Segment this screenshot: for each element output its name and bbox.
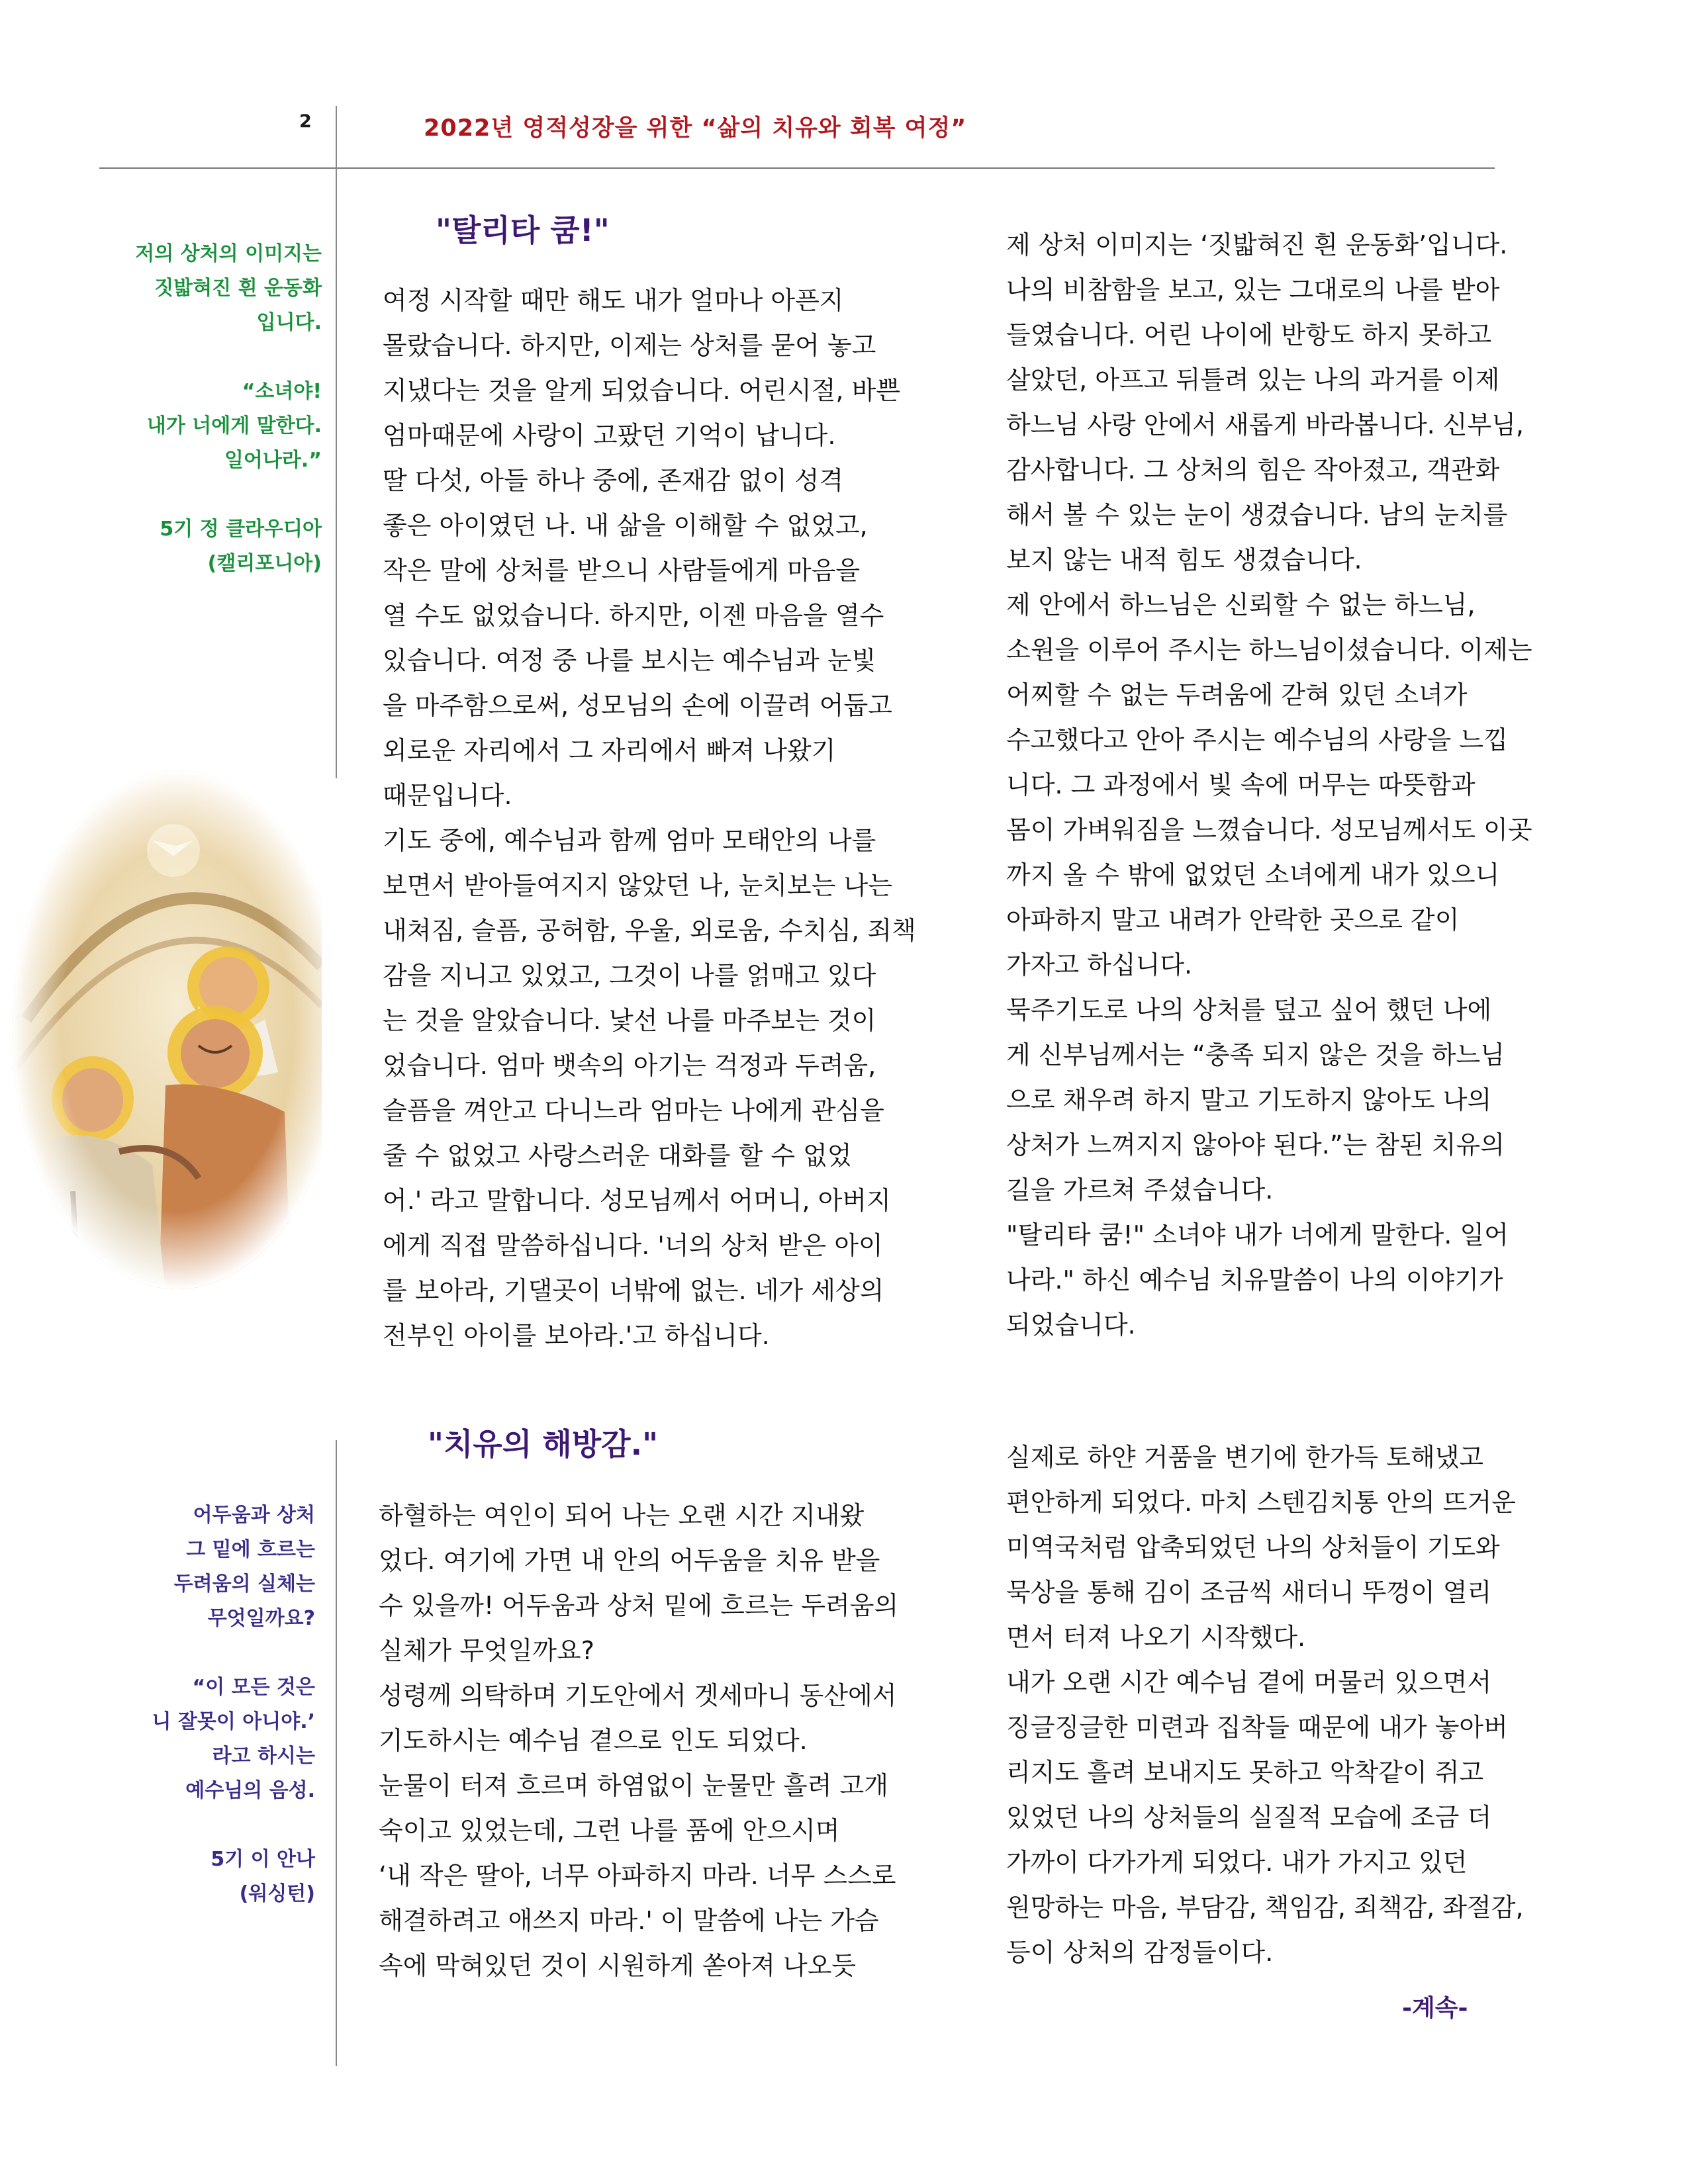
text-line: 살았던, 아프고 뒤틀려 있는 나의 과거를 이제 (1006, 365, 1500, 394)
text-line: 실체가 무엇일까요? (379, 1636, 594, 1665)
sidebar-line (30, 478, 322, 512)
text-line: 소원을 이루어 주시는 하느님이셨습니다. 이제는 (1006, 635, 1532, 664)
text-line: 는 것을 알았습니다. 낯선 나를 마주보는 것이 (383, 1006, 876, 1035)
sidebar-line: 두려움의 실체는 (173, 1572, 315, 1596)
text-line: 해서 볼 수 있는 눈이 생겼습니다. 남의 눈치를 (1006, 500, 1508, 529)
text-line: 여정 시작할 때만 해도 내가 얼마나 아픈지 (383, 286, 844, 315)
text-line: 가자고 하십니다. (1006, 950, 1193, 979)
continued-marker: -계속- (1402, 1995, 1468, 2022)
text-line: 묵주기도로 나의 상처를 덮고 싶어 했던 나에 (1006, 995, 1492, 1024)
text-line: 엄마때문에 사랑이 고팠던 기억이 납니다. (383, 421, 836, 450)
page-number: 2 (299, 111, 312, 132)
text-line: 실제로 하얀 거품을 변기에 한가득 토해냈고 (1006, 1443, 1484, 1472)
text-line: 상처가 느껴지지 않아야 된다.”는 참된 치유의 (1006, 1130, 1505, 1160)
text-line: 내쳐짐, 슬픔, 공허함, 우울, 외로움, 수치심, 죄책 (383, 916, 916, 945)
section-heading-talitha-kum: "탈리타 쿰!" (436, 212, 610, 248)
text-line: 니다. 그 과정에서 빛 속에 머무는 따뜻함과 (1006, 770, 1476, 799)
text-line: 지냈다는 것을 알게 되었습니다. 어린시절, 바쁜 (383, 376, 901, 405)
text-line: 게 신부님께서는 “충족 되지 않은 것을 하느님 (1006, 1040, 1505, 1069)
section2-right-column (1006, 1435, 1524, 1975)
text-line: 기도하시는 예수님 곁으로 인도 되었다. (379, 1726, 808, 1755)
sidebar-line: 5기 정 클라우디아 (160, 518, 322, 541)
text-line: 길을 가르쳐 주셨습니다. (1006, 1175, 1274, 1205)
sidebar-line: “이 모든 것은 (192, 1676, 315, 1699)
sidebar-line (24, 1636, 315, 1670)
section2-left-column (379, 1493, 898, 1988)
text-line: 원망하는 마음, 부담감, 책임감, 죄책감, 좌절감, (1006, 1893, 1524, 1922)
sidebar-line: (워싱턴) (239, 1882, 315, 1905)
sidebar-line: 무엇일까요? (207, 1607, 315, 1630)
text-line: 감을 지니고 있었고, 그것이 나를 얽매고 있다 (383, 961, 876, 990)
text-line: 열 수도 없었습니다. 하지만, 이젠 마음을 열수 (383, 601, 884, 630)
sidebar-line: 저의 상처의 이미지는 (135, 242, 322, 265)
sidebar-line (24, 1808, 315, 1843)
sidebar-line: 내가 너에게 말한다. (146, 414, 322, 437)
text-line: 나의 비참함을 보고, 있는 그대로의 나를 받아 (1006, 275, 1500, 304)
sidebar-line: 입니다. (256, 311, 322, 334)
text-line: 징글징글한 미련과 집착들 때문에 내가 놓아버 (1006, 1713, 1508, 1742)
text-line: 숙이고 있었는데, 그런 나를 품에 안으시며 (379, 1816, 840, 1845)
vertical-rule-bottom (336, 1440, 337, 2066)
text-line: 편안하게 되었다. 마치 스텐김치통 안의 뜨거운 (1006, 1488, 1516, 1517)
text-line: 줄 수 없었고 사랑스러운 대화를 할 수 없었 (383, 1141, 852, 1170)
text-line: 눈물이 터져 흐르며 하염없이 눈물만 흘려 고개 (379, 1771, 888, 1800)
text-line: 나라." 하신 예수님 치유말씀이 나의 이야기가 (1006, 1265, 1503, 1295)
text-line: 에게 직접 말씀하십니다. '너의 상처 받은 아이 (383, 1231, 883, 1260)
text-line: 아파하지 말고 내려가 안락한 곳으로 같이 (1006, 905, 1460, 934)
text-line: 수 있을까! 어두움과 상처 밑에 흐르는 두려움의 (379, 1591, 899, 1620)
text-line: 까지 올 수 밖에 없었던 소녀에게 내가 있으니 (1006, 860, 1500, 889)
sidebar-line: 어두움과 상처 (193, 1504, 315, 1527)
text-line: 내가 오랜 시간 예수님 곁에 머물러 있으면서 (1006, 1668, 1492, 1697)
sidebar-line: (캘리포니아) (207, 552, 322, 575)
text-line: 을 마주함으로써, 성모님의 손에 이끌려 어둡고 (383, 691, 892, 720)
text-line: 으로 채우려 하지 말고 기도하지 않아도 나의 (1006, 1085, 1492, 1115)
text-line: 보지 않는 내적 힘도 생겼습니다. (1006, 545, 1362, 574)
text-line: 되었습니다. (1006, 1310, 1136, 1340)
text-line: 몰랐습니다. 하지만, 이제는 상처를 묻어 놓고 (383, 331, 876, 360)
text-line: 하느님 사랑 안에서 새롭게 바라봅니다. 신부님, (1006, 410, 1524, 439)
text-line: 등이 상처의 감정들이다. (1006, 1938, 1274, 1967)
text-line: 제 상처 이미지는 ‘짓밟혀진 흰 운동화’입니다. (1006, 230, 1508, 259)
text-line: 몸이 가벼워짐을 느꼈습니다. 성모님께서도 이곳 (1006, 815, 1532, 844)
sidebar-line (30, 340, 322, 375)
text-line: 외로운 자리에서 그 자리에서 빠져 나왔기 (383, 736, 836, 765)
text-line: 보면서 받아들여지지 않았던 나, 눈치보는 나는 (383, 871, 892, 900)
text-line: "탈리타 쿰!" 소녀야 내가 너에게 말한다. 일어 (1006, 1220, 1509, 1250)
sidebar-line: 5기 이 안나 (211, 1848, 315, 1871)
section-heading-healing-liberation: "치유의 해방감." (428, 1426, 659, 1462)
sidebar-line: 예수님의 음성. (185, 1779, 315, 1802)
text-line: 미역국처럼 압축되었던 나의 상처들이 기도와 (1006, 1533, 1500, 1562)
text-line: ‘내 작은 딸아, 너무 아파하지 마라. 너무 스스로 (379, 1861, 896, 1890)
holy-family-mural-image (0, 768, 322, 1292)
section1-right-column (1006, 222, 1532, 1347)
sidebar-line: 짓밟혀진 흰 운동화 (154, 277, 322, 300)
text-line: 속에 막혀있던 것이 시원하게 쏟아져 나오듯 (379, 1951, 857, 1980)
text-line: 성령께 의탁하며 기도안에서 겟세마니 동산에서 (379, 1681, 897, 1710)
text-line: 때문입니다. (383, 781, 512, 810)
text-line: 전부인 아이를 보아라.'고 하십니다. (383, 1321, 770, 1350)
text-line: 제 안에서 하느님은 신뢰할 수 없는 하느님, (1006, 590, 1476, 619)
text-line: 있었던 나의 상처들의 실질적 모습에 조금 더 (1006, 1803, 1492, 1832)
text-line: 었다. 여기에 가면 내 안의 어두움을 치유 받을 (379, 1546, 880, 1575)
text-line: 를 보아라, 기댈곳이 너밖에 없는. 네가 세상의 (383, 1276, 884, 1305)
sidebar-quote-1 (30, 237, 322, 581)
text-line: 있습니다. 여정 중 나를 보시는 예수님과 눈빛 (383, 646, 876, 675)
text-line: 해결하려고 애쓰지 마라.' 이 말씀에 나는 가슴 (379, 1906, 879, 1935)
header-title: 2022년 영적성장을 위한 “삶의 치유와 회복 여정” (424, 115, 967, 142)
text-line: 어찌할 수 없는 두려움에 갇혀 있던 소녀가 (1006, 680, 1468, 709)
sidebar-line: “소녀야! (242, 380, 322, 403)
text-line: 기도 중에, 예수님과 함께 엄마 모태안의 나를 (383, 826, 876, 855)
text-line: 하혈하는 여인이 되어 나는 오랜 시간 지내왔 (379, 1501, 865, 1530)
text-line: 딸 다섯, 아들 하나 중에, 존재감 없이 성격 (383, 466, 844, 495)
text-line: 리지도 흘려 보내지도 못하고 악착같이 쥐고 (1006, 1758, 1484, 1787)
text-line: 묵상을 통해 김이 조금씩 새더니 뚜껑이 열리 (1006, 1578, 1492, 1607)
section1-left-column (383, 278, 916, 1358)
text-line: 수고했다고 안아 주시는 예수님의 사랑을 느낍 (1006, 725, 1508, 754)
sidebar-line: 일어나라.” (224, 449, 322, 472)
text-line: 면서 터져 나오기 시작했다. (1006, 1623, 1306, 1652)
sidebar-line: 니 잘못이 아니야.’ (152, 1710, 315, 1733)
sidebar-quote-2 (24, 1498, 315, 1911)
vertical-rule-top (336, 106, 337, 778)
text-line: 들였습니다. 어린 나이에 반항도 하지 못하고 (1006, 320, 1492, 349)
text-line: 감사합니다. 그 상처의 힘은 작아졌고, 객관화 (1006, 455, 1500, 484)
text-line: 작은 말에 상처를 받으니 사람들에게 마음을 (383, 556, 861, 585)
text-line: 좋은 아이였던 나. 내 삶을 이해할 수 없었고, (383, 511, 868, 540)
text-line: 슬픔을 껴안고 다니느라 엄마는 나에게 관심을 (383, 1096, 884, 1125)
sidebar-line: 그 밑에 흐르는 (186, 1538, 315, 1561)
header-rule (99, 167, 1495, 169)
text-line: 가까이 다가가게 되었다. 내가 가지고 있던 (1006, 1848, 1468, 1877)
sidebar-line: 라고 하시는 (212, 1745, 315, 1768)
text-line: 어.' 라고 말합니다. 성모님께서 어머니, 아버지 (383, 1186, 891, 1215)
text-line: 었습니다. 엄마 뱃속의 아기는 걱정과 두려움, (383, 1051, 876, 1080)
